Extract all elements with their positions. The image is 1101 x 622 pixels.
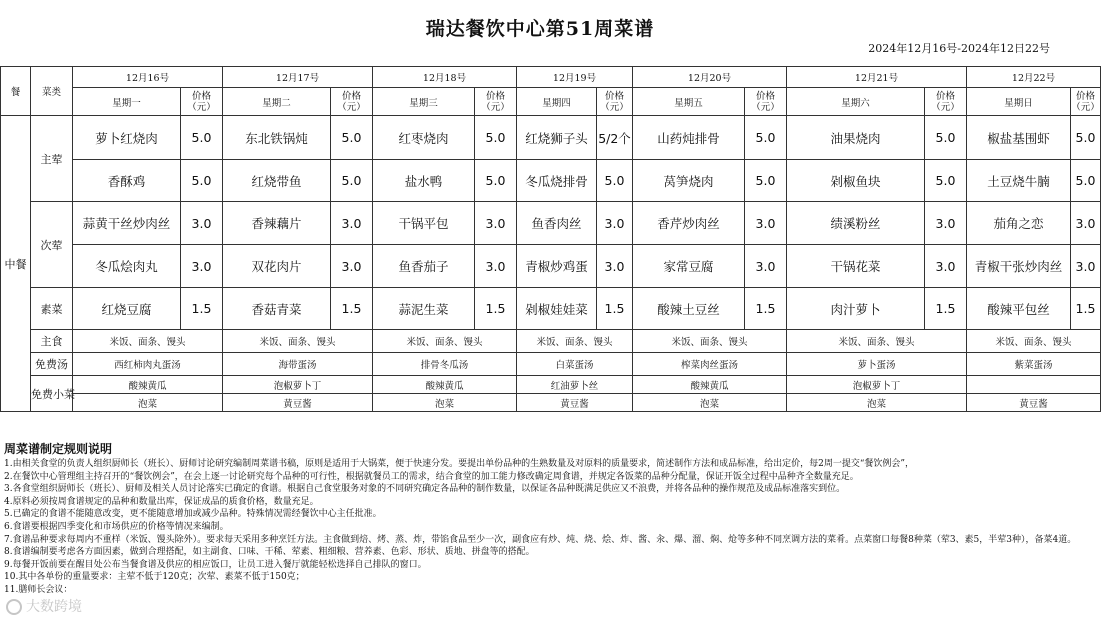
- dish-price: 5.0: [745, 116, 787, 160]
- side-row-1-cell: 红油萝卜丝: [517, 376, 633, 394]
- staple-row-cell: 米饭、面条、馒头: [373, 330, 517, 353]
- watermark-logo-icon: [6, 599, 22, 615]
- price-header: 价格 （元）: [1071, 88, 1101, 116]
- dish-price: 3.0: [475, 202, 517, 245]
- rule-item: 5.已确定的食谱不能随意改变，更不能随意增加或减少品种。特殊情况需经餐饮中心主任批准。: [4, 509, 382, 520]
- dish-name: 莴笋烧肉: [633, 160, 745, 202]
- soup-row-cell: 榨菜肉丝蛋汤: [633, 353, 787, 376]
- dish-price: 5.0: [475, 116, 517, 160]
- soup-row-cell: 西红柿肉丸蛋汤: [73, 353, 223, 376]
- weekday-header: 星期一: [73, 88, 181, 116]
- header-weekday-row: [1, 88, 1101, 116]
- side-row-2-cell: 泡菜: [373, 394, 517, 412]
- dish-name: 酸辣土豆丝: [633, 288, 745, 330]
- price-header: 价格 （元）: [181, 88, 223, 116]
- rule-item: 2.在餐饮中心管理组主持召开的“餐饮例会”，在会上逐一讨论研究每个品种的可行性，根据就餐员工的需求，结合食堂的加工能力修改确定周食谱，并规定各饭菜的品种分配量，保证开饭全过程中品种齐全数量充足。: [4, 471, 859, 482]
- meal-name-cell: 中餐: [1, 116, 31, 412]
- dish-name: 油果烧肉: [787, 116, 925, 160]
- dish-name: 香菇青菜: [223, 288, 331, 330]
- dish-price: 3.0: [331, 245, 373, 288]
- dish-name: 干锅花菜: [787, 245, 925, 288]
- dish-name: 红烧带鱼: [223, 160, 331, 202]
- category-cell: 免费汤: [31, 353, 73, 376]
- rules-section: [0, 440, 1080, 597]
- header-date-row: [1, 67, 1101, 88]
- rule-item: 7.食谱品种要求每周内不重样（米饭、馒头除外）。要求每天采用多种烹饪方法。主食做到焙、烤、蒸、炸，带馅食品至少一次，副食应有炒、炖、烧、烩、炸、酱、汆、爆、溜、焖、炝等多种不同烹调方法的菜肴。点菜窗口每餐8种菜（荤3、素5，半荤3种），备菜4道。: [4, 534, 1077, 545]
- soup-row-cell: 萝卜蛋汤: [787, 353, 967, 376]
- price-header: 价格 （元）: [745, 88, 787, 116]
- dish-name: 干锅平包: [373, 202, 475, 245]
- watermark: [6, 596, 82, 616]
- dish-name: 剁椒娃娃菜: [517, 288, 597, 330]
- weekday-header: 星期六: [787, 88, 925, 116]
- day-date-header: 12月21号: [787, 67, 967, 88]
- meal-col-header: 餐: [1, 67, 31, 116]
- dish-name: 蒜黄干丝炒肉丝: [73, 202, 181, 245]
- staple-row-cell: 米饭、面条、馒头: [633, 330, 787, 353]
- side-row-1-cell: 酸辣黄瓜: [633, 376, 787, 394]
- dish-price: 5.0: [925, 160, 967, 202]
- day-date-header: 12月18号: [373, 67, 517, 88]
- day-date-header: 12月16号: [73, 67, 223, 88]
- dish-row: [1, 288, 1101, 330]
- side-row-1-cell: 泡椒萝卜丁: [223, 376, 373, 394]
- dish-name: 双花肉片: [223, 245, 331, 288]
- dish-price: 5.0: [331, 160, 373, 202]
- dish-row: [1, 116, 1101, 160]
- dish-name: 香酥鸡: [73, 160, 181, 202]
- dish-name: 蒜泥生菜: [373, 288, 475, 330]
- side-row-2-cell: 黄豆酱: [517, 394, 633, 412]
- weekday-header: 星期日: [967, 88, 1071, 116]
- dish-name: 绩溪粉丝: [787, 202, 925, 245]
- category-cell: 次荤: [31, 202, 73, 288]
- side-row-1-cell: 酸辣黄瓜: [73, 376, 223, 394]
- dish-name: 冬瓜烩肉丸: [73, 245, 181, 288]
- dish-price: 5.0: [331, 116, 373, 160]
- dish-price: 3.0: [745, 202, 787, 245]
- staple-row-cell: 米饭、面条、馒头: [517, 330, 633, 353]
- dish-price: 1.5: [745, 288, 787, 330]
- dish-price: 1.5: [925, 288, 967, 330]
- rule-item: 6.食谱要根据四季变化和市场供应的价格等情况来编制。: [4, 521, 229, 532]
- watermark-text: 大数跨境: [26, 599, 82, 615]
- dish-price: 5.0: [1071, 116, 1101, 160]
- rule-item: 1.由相关食堂的负责人组织厨师长（班长）、厨师讨论研究编制周菜谱书稿，原则是适用于大锅菜，便于快速分发。要提出单份品种的生熟数量及对原料的质量要求，简述制作方法和成品标准，给出定价，每2周一提交“餐饮例会”，: [4, 459, 915, 469]
- dish-price: 3.0: [925, 202, 967, 245]
- rule-item: 8.食谱编制要考虑各方面因素，做到合理搭配，如主副食、口味、干稀、荤素、粗细粮、营养素、色彩、形状、质地、拼盘等的搭配。: [4, 547, 535, 558]
- dish-price: 5.0: [181, 160, 223, 202]
- dish-name: 椒盐基围虾: [967, 116, 1071, 160]
- soup-row-cell: 白菜蛋汤: [517, 353, 633, 376]
- dish-name: 香辣藕片: [223, 202, 331, 245]
- category-cell: 免费小菜: [31, 376, 73, 412]
- dish-price: 3.0: [597, 245, 633, 288]
- side-row-2-cell: 泡菜: [633, 394, 787, 412]
- dish-price: 1.5: [181, 288, 223, 330]
- dish-price: 1.5: [597, 288, 633, 330]
- side-row-1-cell: 酸辣黄瓜: [373, 376, 517, 394]
- dish-price: 5.0: [181, 116, 223, 160]
- dish-price: 3.0: [181, 245, 223, 288]
- dish-name: 红枣烧肉: [373, 116, 475, 160]
- category-cell: 素菜: [31, 288, 73, 330]
- day-date-header: 12月17号: [223, 67, 373, 88]
- dish-name: 土豆烧牛腩: [967, 160, 1071, 202]
- staple-row-cell: 米饭、面条、馒头: [787, 330, 967, 353]
- staple-row-cell: 米饭、面条、馒头: [967, 330, 1101, 353]
- dish-name: 家常豆腐: [633, 245, 745, 288]
- side-row-2: [1, 394, 1101, 412]
- side-row-1-cell: [967, 376, 1101, 394]
- day-date-header: 12月20号: [633, 67, 787, 88]
- price-header: 价格 （元）: [331, 88, 373, 116]
- menu-table: [0, 66, 1101, 412]
- dish-name: 酸辣平包丝: [967, 288, 1071, 330]
- price-header: 价格 （元）: [597, 88, 633, 116]
- dish-row: [1, 160, 1101, 202]
- soup-row-cell: 紫菜蛋汤: [967, 353, 1101, 376]
- dish-name: 红烧狮子头: [517, 116, 597, 160]
- category-cell: 主食: [31, 330, 73, 353]
- dish-price: 3.0: [475, 245, 517, 288]
- rule-item: 10.其中各单份的重量要求：主荤不低于120克；次荤、素菜不低于150克；: [4, 572, 305, 583]
- side-row-2-cell: 黄豆酱: [967, 394, 1101, 412]
- rules-title: 周菜谱制定规则说明: [4, 442, 113, 456]
- rules-list: [0, 458, 1080, 597]
- price-header: 价格 （元）: [925, 88, 967, 116]
- weekday-header: 星期四: [517, 88, 597, 116]
- dish-price: 3.0: [331, 202, 373, 245]
- dish-name: 茄角之恋: [967, 202, 1071, 245]
- dish-price: 3.0: [745, 245, 787, 288]
- category-col-header: 菜类: [31, 67, 73, 116]
- dish-price: 3.0: [925, 245, 967, 288]
- weekday-header: 星期五: [633, 88, 745, 116]
- menu-table-wrap: [0, 66, 1100, 412]
- dish-name: 红烧豆腐: [73, 288, 181, 330]
- side-row-1-cell: 泡椒萝卜丁: [787, 376, 967, 394]
- dish-name: 鱼香肉丝: [517, 202, 597, 245]
- dish-price: 3.0: [1071, 202, 1101, 245]
- rule-item: 3.各食堂组织厨师长（班长）、厨师及相关人员讨论落实已确定的食谱。根据自己食堂服务对象的不同研究确定各品种的制作数量，以保证各品种既满足供应又不浪费，并将各品种的操作规范及成品标准落实到位。: [4, 484, 846, 495]
- dish-name: 山药炖排骨: [633, 116, 745, 160]
- dish-price: 5/2个: [597, 116, 633, 160]
- staple-row: [1, 330, 1101, 353]
- rule-item: 4.原料必须按周食谱规定的品种和数量出库，保证成品的质食价格，数量充足。: [4, 496, 319, 507]
- weekday-header: 星期二: [223, 88, 331, 116]
- dish-price: 3.0: [597, 202, 633, 245]
- dish-name: 香芹炒肉丝: [633, 202, 745, 245]
- dish-price: 5.0: [597, 160, 633, 202]
- dish-name: 青椒炒鸡蛋: [517, 245, 597, 288]
- price-header: 价格 （元）: [475, 88, 517, 116]
- date-range: 2024年12月16号-2024年12日22号: [868, 42, 1050, 55]
- dish-row: [1, 202, 1101, 245]
- rule-item: 11.膳师长会议：: [4, 584, 73, 595]
- side-row-2-cell: 黄豆酱: [223, 394, 373, 412]
- dish-price: 1.5: [475, 288, 517, 330]
- dish-price: 3.0: [181, 202, 223, 245]
- dish-price: 5.0: [925, 116, 967, 160]
- dish-price: 5.0: [475, 160, 517, 202]
- category-cell: 主荤: [31, 116, 73, 202]
- soup-row: [1, 353, 1101, 376]
- dish-row: [1, 245, 1101, 288]
- side-row-2-cell: 泡菜: [73, 394, 223, 412]
- dish-name: 盐水鸭: [373, 160, 475, 202]
- side-row-1: [1, 376, 1101, 394]
- soup-row-cell: 排骨冬瓜汤: [373, 353, 517, 376]
- dish-price: 1.5: [331, 288, 373, 330]
- dish-name: 鱼香茄子: [373, 245, 475, 288]
- staple-row-cell: 米饭、面条、馒头: [223, 330, 373, 353]
- day-date-header: 12月22号: [967, 67, 1101, 88]
- dish-name: 青椒干张炒肉丝: [967, 245, 1071, 288]
- dish-price: 5.0: [745, 160, 787, 202]
- side-row-2-cell: 泡菜: [787, 394, 967, 412]
- dish-name: 冬瓜烧排骨: [517, 160, 597, 202]
- dish-price: 1.5: [1071, 288, 1101, 330]
- dish-name: 东北铁锅炖: [223, 116, 331, 160]
- page-title: 瑞达餐饮中心第51周菜谱: [425, 18, 655, 40]
- day-date-header: 12月19号: [517, 67, 633, 88]
- rule-item: 9.每餐开饭前要在醒目处公布当餐食谱及供应的相应饭口，让员工进入餐厅就能轻松选择自己排队的窗口。: [4, 559, 427, 570]
- dish-name: 肉汁萝卜: [787, 288, 925, 330]
- dish-name: 剁椒鱼块: [787, 160, 925, 202]
- dish-price: 3.0: [1071, 245, 1101, 288]
- dish-price: 5.0: [1071, 160, 1101, 202]
- weekday-header: 星期三: [373, 88, 475, 116]
- dish-name: 萝卜红烧肉: [73, 116, 181, 160]
- staple-row-cell: 米饭、面条、馒头: [73, 330, 223, 353]
- soup-row-cell: 海带蛋汤: [223, 353, 373, 376]
